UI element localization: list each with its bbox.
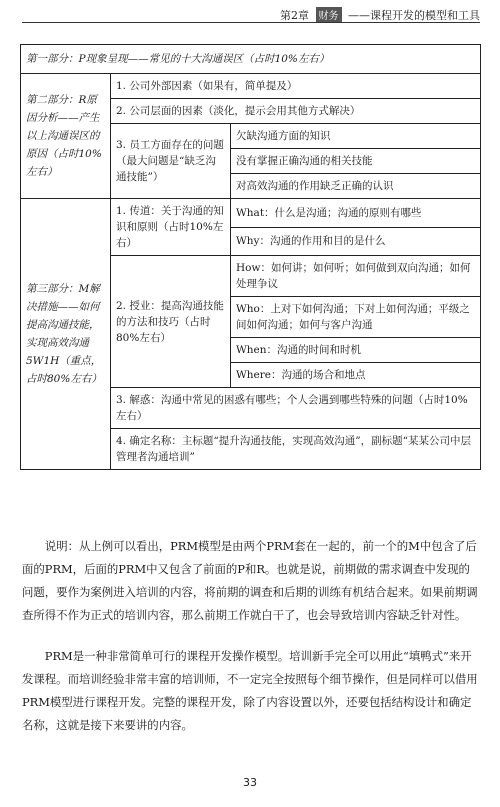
course-outline-table <box>20 44 481 470</box>
chapter-number: 第2章 <box>280 9 309 22</box>
part2-item-1: 1. 公司外部因素（如果有，简单提及） <box>111 74 481 99</box>
running-header <box>22 6 480 23</box>
naming-item: 4. 确定名称：主标题“提升沟通技能，实现高效沟通”，副标题“某某公司中层管理者沟通培训” <box>111 429 481 470</box>
table-row <box>21 45 481 74</box>
part2-point-2: 没有掌握正确沟通的相关技能 <box>231 149 481 174</box>
table-row <box>21 199 481 228</box>
chapter-badge: 财务 <box>316 7 342 22</box>
explanation-paragraph: 说明：从上例可以看出，PRM模型是由两个PRM套在一起的，前一个的M中包含了后面的PRM，后面的PRM中又包含了前面的P和R。也就是说，前期做的需求调查中发现的问题，要作为案例进入培训的内容，将前期的调查和后期的训练有机结合起来。如果前期调查所得不作为正式的培训内容，那么前期工作就白干了，也会导致培训内容缺乏针对性。 <box>22 539 478 622</box>
teach-point-who: Who：上对下如何沟通；下对上如何沟通；平级之间如何沟通；如何与客户沟通 <box>231 297 481 338</box>
transmit-point-what: What：什么是沟通；沟通的原则有哪些 <box>231 199 481 228</box>
part1-cell: 第一部分：P现象呈现——常见的十大沟通误区（占时10%左右） <box>21 45 481 74</box>
part2-item-3-label: 3. 员工方面存在的问题（最大问题是“缺乏沟通技能”） <box>111 124 231 199</box>
part2-title: 第二部分：R原因分析——产生以上沟通误区的原因（占时10%左右） <box>21 74 111 199</box>
teach-point-when: When：沟通的时间和时机 <box>231 338 481 363</box>
transmit-point-why: Why：沟通的作用和目的是什么 <box>231 227 481 256</box>
part2-item-2: 2. 公司层面的因素（淡化，提示会用其他方式解决） <box>111 99 481 124</box>
teach-point-how: How：如何讲；如何听；如何做到双向沟通；如何处理争议 <box>231 256 481 297</box>
teach-point-where: Where：沟通的场合和地点 <box>231 363 481 388</box>
table-row <box>21 74 481 99</box>
part2-point-3: 对高效沟通的作用缺乏正确的认识 <box>231 174 481 199</box>
transmit-label: 1. 传道：关于沟通的知识和原则（占时10%左右） <box>111 199 231 256</box>
teach-label: 2. 授业：提高沟通技能的方法和技巧（占时80%左右） <box>111 256 231 388</box>
resolve-item: 3. 解惑：沟通中常见的困惑有哪些；个人会遇到哪些特殊的问题（占时10%左右） <box>111 388 481 429</box>
prm-paragraph: PRM是一种非常简单可行的课程开发操作模型。培训新手完全可以用此“填鸭式”来开发课程。而培训经验非常丰富的培训师，不一定完全按照每个细节操作，但是同样可以借用PRM模型进行课程开发。完整的课程开发，除了内容设置以外，还要包括结构设计和确定名称，这就是接下来要讲的内容。 <box>22 649 478 732</box>
part2-point-1: 欠缺沟通方面的知识 <box>231 124 481 149</box>
chapter-title: ——课程开发的模型和工具 <box>348 9 480 22</box>
page-number: 33 <box>243 776 257 789</box>
part3-title: 第三部分：M解决措施——如何提高沟通技能，实现高效沟通5W1H（重点，占时80%左右） <box>21 199 111 470</box>
